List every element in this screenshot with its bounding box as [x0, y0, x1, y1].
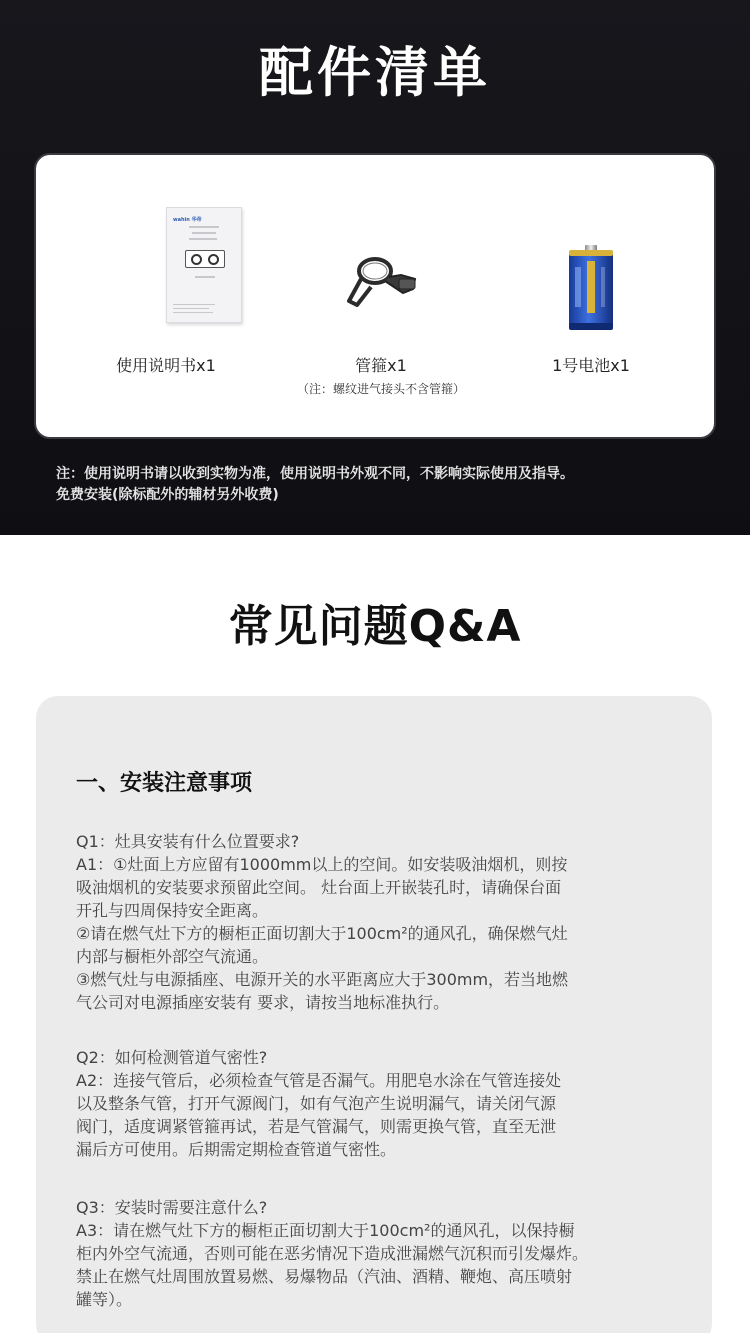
faq-card: [36, 696, 712, 1333]
accessory-battery-label: 1号电池x1: [552, 356, 630, 375]
faq-line: 气公司对电源插座安装有 要求，请按当地标准执行。: [76, 993, 450, 1012]
accessory-pipe-clamp-label: 管箍x1: [355, 356, 407, 375]
faq-line: 以及整条气管，打开气源阀门，如有气泡产生说明漏气，请关闭气源: [76, 1094, 557, 1113]
faq-line: 漏后方可使用。后期需定期检查管道气密性。: [76, 1140, 397, 1159]
faq-line: 禁止在燃气灶周围放置易燃、易爆物品（汽油、酒精、鞭炮、高压喷射: [76, 1267, 573, 1286]
footnote-line: 免费安装(除标配外的辅材另外收费): [56, 487, 279, 503]
accessory-pipe-clamp-note: （注：螺纹进气接头不含管箍）: [296, 382, 465, 396]
manual-icon: [166, 207, 242, 323]
accessories-title: 配件清单: [259, 41, 491, 104]
faq-line: A2：连接气管后，必须检查气管是否漏气。用肥皂水涂在气管连接处: [76, 1071, 562, 1090]
faq-line: 罐等）。: [76, 1290, 133, 1309]
footnote-line: 注：使用说明书请以收到实物为准，使用说明书外观不同，不影响实际使用及指导。: [56, 466, 574, 482]
faq-line: Q3：安装时需要注意什么?: [76, 1198, 268, 1217]
faq-line: 柜内外空气流通，否则可能在恶劣情况下造成泄漏燃气沉积而引发爆炸。: [76, 1244, 589, 1263]
faq-line: Q1：灶具安装有什么位置要求?: [76, 832, 300, 851]
faq-item-q1: [76, 830, 686, 1014]
accessories-card: [34, 153, 716, 439]
faq-line: A3：请在燃气灶下方的橱柜正面切割大于100cm²的通风孔，以保持橱: [76, 1221, 575, 1240]
faq-line: ②请在燃气灶下方的橱柜正面切割大于100cm²的通风孔，确保燃气灶: [76, 924, 568, 943]
faq-line: A1：①灶面上方应留有1000mm以上的空间。如安装吸油烟机，则按: [76, 855, 568, 874]
faq-line: 开孔与四周保持安全距离。: [76, 901, 269, 920]
accessory-manual-label: 使用说明书x1: [116, 356, 216, 375]
faq-line: ③燃气灶与电源插座、电源开关的水平距离应大于300mm，若当地燃: [76, 970, 569, 989]
faq-line: 阀门，适度调紧管箍再试，若是气管漏气，则需更换气管，直至无泄: [76, 1117, 557, 1136]
faq-item-q3: [76, 1196, 686, 1311]
faq-title: 常见问题Q&A: [228, 601, 522, 652]
faq-item-q2: [76, 1046, 686, 1161]
accessory-manual: [76, 155, 256, 441]
faq-line: 吸油烟机的安装要求预留此空间。 灶台面上开嵌装孔时，请确保台面: [76, 878, 562, 897]
faq-heading: 一、安装注意事项: [76, 771, 253, 796]
pipe-clamp-icon: [341, 249, 421, 313]
faq-line: 内部与橱柜外部空气流通。: [76, 947, 269, 966]
manual-brand-logo: wahin 华帝: [173, 217, 202, 223]
accessory-battery: [506, 155, 676, 441]
battery-icon: [567, 245, 615, 331]
accessory-pipe-clamp: [291, 155, 471, 441]
accessories-footnote: [56, 464, 716, 506]
faq-line: Q2：如何检测管道气密性?: [76, 1048, 268, 1067]
accessories-section: [0, 0, 750, 535]
